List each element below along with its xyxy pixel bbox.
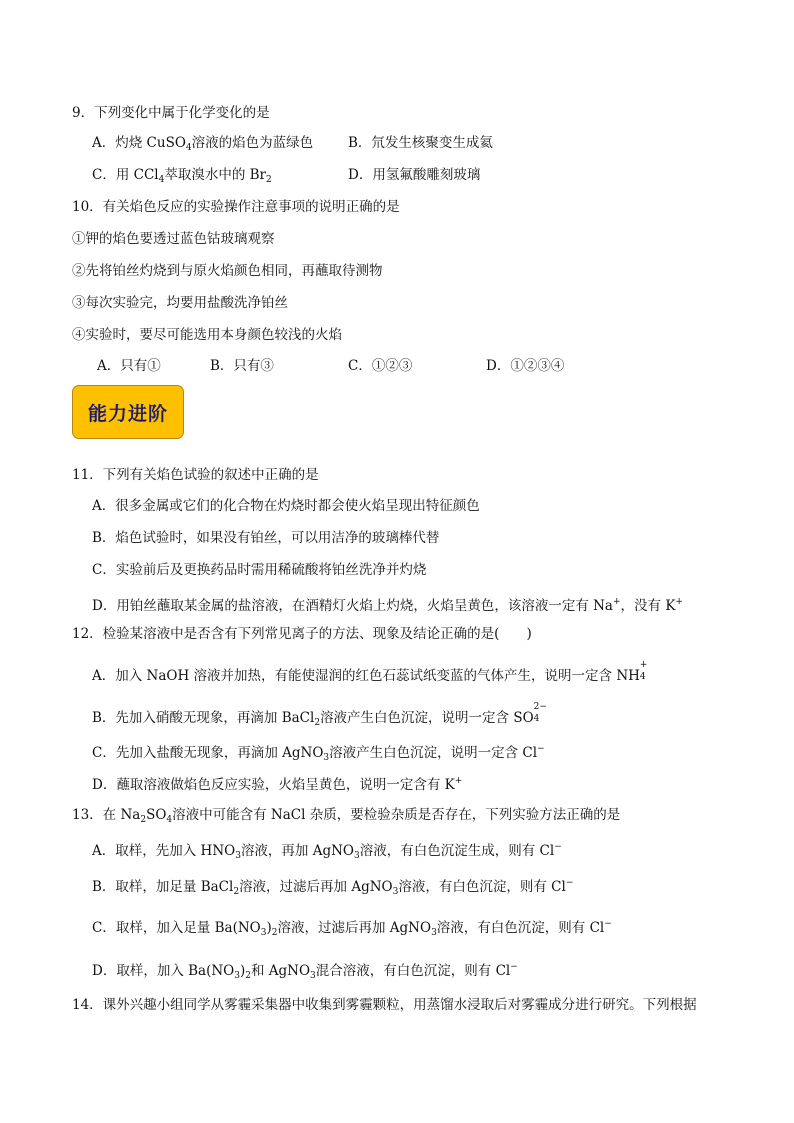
section-badge: 能力进阶 (72, 385, 184, 439)
q10-statement-3: ③每次实验完，均要用盐酸洗净铂丝 (72, 295, 288, 311)
q9-option-d: D．用氢氟酸雕刻玻璃 (348, 167, 481, 183)
q10-statement-2: ②先将铂丝灼烧到与原火焰颜色相同，再蘸取待测物 (72, 263, 383, 279)
q13-option-b: B．取样，加足量 BaCl$_2$溶液，过滤后再加 AgNO$_3$溶液，有白色沉淀，则有 Cl− (92, 878, 574, 897)
q11-option-a: A．很多金属或它们的化合物在灼烧时都会使火焰呈现出特征颜色 (92, 498, 480, 514)
q10-statement-1: ①钾的焰色要透过蓝色钴玻璃观察 (72, 231, 275, 247)
q10-option-a: A．只有① (97, 358, 161, 374)
q10-statement-4: ④实验时，要尽可能选用本身颜色较浅的火焰 (72, 327, 342, 343)
q13-stem: 13．在 $Na_2SO_4$溶液中可能含有 NaCl 杂质，要检验杂质是否存在，下列实验方法正确的是 (72, 807, 621, 825)
q11-stem: 11．下列有关焰色试验的叙述中正确的是 (72, 467, 319, 483)
q9-option-c: C．用 CCl$_4$萃取溴水中的 $Br_2$ (92, 167, 272, 185)
q12-option-d: D．蘸取溶液做焰色反应实验，火焰呈黄色，说明一定含有 K+ (92, 776, 463, 793)
q10-option-b: B．只有③ (210, 358, 274, 374)
q12-stem: 12．检验某溶液中是否含有下列常见离子的方法、现象及结论正确的是( ) (72, 626, 532, 642)
q12-option-a: A．加入 NaOH 溶液并加热，有能使湿润的红色石蕊试纸变蓝的气体产生，说明一定含 NH + 4 (92, 660, 648, 684)
q11-option-b: B．焰色试验时，如果没有铂丝，可以用洁净的玻璃棒代替 (92, 530, 440, 546)
q11-option-d: D．用铂丝蘸取某金属的盐溶液，在酒精灯火焰上灼烧，火焰呈黄色，该溶液一定有 Na+，没有 K+ (92, 597, 683, 614)
q10-stem: 10．有关焰色反应的实验操作注意事项的说明正确的是 (72, 199, 400, 215)
q14-stem: 14．课外兴趣小组同学从雾霾采集器中收集到雾霾颗粒，用蒸馏水浸取后对雾霾成分进行研究。下列根据 (72, 997, 697, 1013)
q13-option-d: D．取样，加入 $Ba(NO_3)_2$和 AgNO$_3$混合溶液，有白色沉淀，则有 Cl− (92, 962, 518, 981)
q9-option-a: A．灼烧 CuSO$_4$溶液的焰色为蓝绿色 (92, 135, 314, 153)
q10-option-c: C．①②③ (348, 358, 413, 374)
q12-option-b: B．先加入硝酸无现象，再滴加 BaCl$_2$溶液产生白色沉淀，说明一定含 SO 2− 4 (92, 702, 547, 728)
q9-stem: 9．下列变化中属于化学变化的是 (72, 105, 270, 121)
q13-option-c: C．取样，加入足量 $Ba(NO_3)_2$溶液，过滤后再加 AgNO$_3$溶液，有白色沉淀，则有 Cl− (92, 919, 612, 938)
q11-option-c: C．实验前后及更换药品时需用稀硫酸将铂丝洗净并灼烧 (92, 562, 427, 578)
q9-option-b: B．氘发生核聚变生成氦 (348, 135, 493, 151)
q12-option-c: C．先加入盐酸无现象，再滴加 AgNO$_3$溶液产生白色沉淀，说明一定含 Cl− (92, 744, 545, 763)
q10-option-d: D．①②③④ (486, 358, 565, 374)
q13-option-a: A．取样，先加入 $HNO_3$溶液，再加 AgNO$_3$溶液，有白色沉淀生成，则有 Cl− (92, 842, 562, 861)
